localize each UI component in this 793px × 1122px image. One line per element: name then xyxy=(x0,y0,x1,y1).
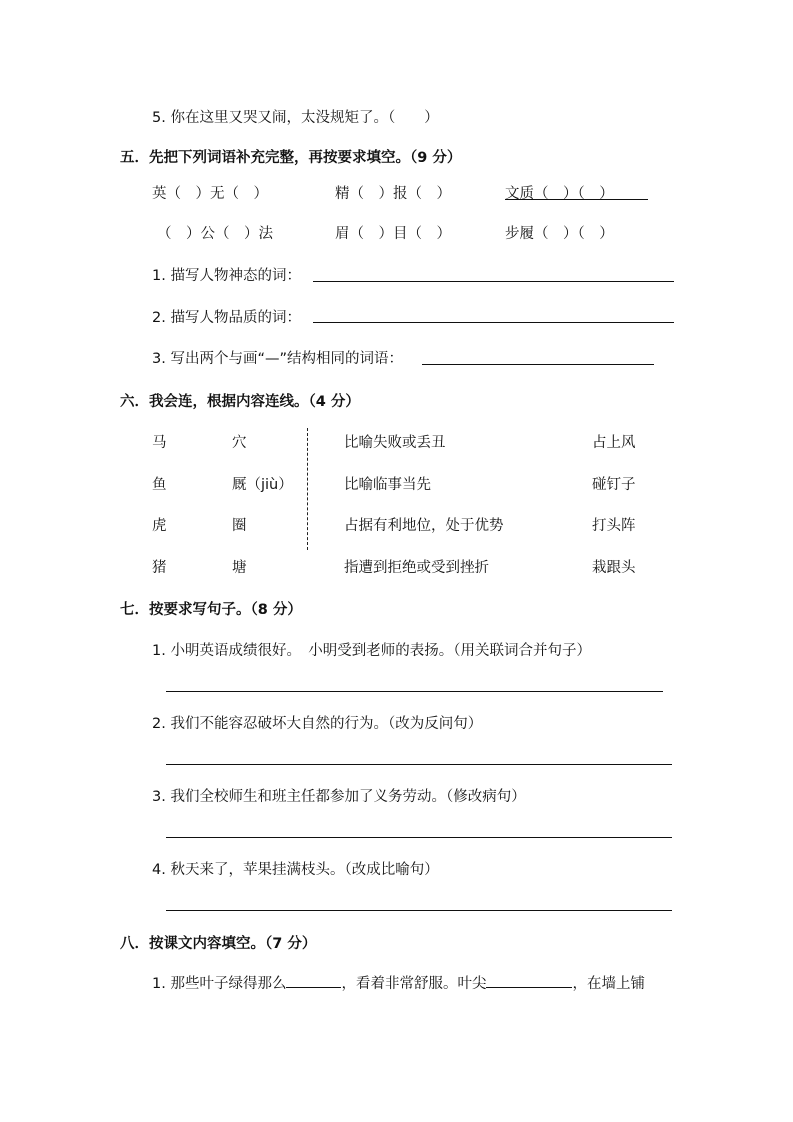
answer-line-q3[interactable] xyxy=(422,364,654,365)
answer-line-s4[interactable] xyxy=(166,910,672,911)
place-2: 厩（jiù） xyxy=(232,477,293,493)
meaning-3: 占据有利地位，处于优势 xyxy=(344,518,504,534)
word-blank-2: 精（ ）报（ ） xyxy=(335,186,451,202)
fill-q2-label: 2. 描写人物品质的词： xyxy=(152,310,301,326)
word-blank-4: （ ）公（ ）法 xyxy=(157,226,273,242)
sentence-task-1: 1. 小明英语成绩很好。 小明受到老师的表扬。（用关联词合并句子） xyxy=(152,643,591,659)
answer-line-s2[interactable] xyxy=(166,764,672,765)
word-blank-1: 英（ ）无（ ） xyxy=(152,186,268,202)
idiom-1: 占上风 xyxy=(592,435,636,451)
underline-marker xyxy=(505,199,648,200)
place-3: 圈 xyxy=(232,518,247,534)
dashed-divider xyxy=(307,428,308,550)
fill-q1-label: 1. 描写人物神态的词： xyxy=(152,268,301,284)
animal-4: 猪 xyxy=(152,560,167,576)
word-blank-6: 步履（ ）（ ） xyxy=(505,226,614,242)
animal-3: 虎 xyxy=(152,518,167,534)
idiom-3: 打头阵 xyxy=(592,518,636,534)
place-4: 塘 xyxy=(232,560,247,576)
word-blank-5: 眉（ ）目（ ） xyxy=(335,226,451,242)
meaning-1: 比喻失败或丢丑 xyxy=(344,435,446,451)
section-5-title: 五．先把下列词语补充完整，再按要求填空。（9 分） xyxy=(120,150,462,166)
sentence-task-2: 2. 我们不能容忍破坏大自然的行为。（改为反问句） xyxy=(152,716,483,732)
word-blank-3: 文质（ ）（ ） xyxy=(505,186,614,202)
idiom-2: 碰钉子 xyxy=(592,477,636,493)
sentence-task-4: 4. 秋天来了，苹果挂满枝头。（改成比喻句） xyxy=(152,862,439,878)
section-7-title: 七．按要求写句子。（8 分） xyxy=(120,602,302,618)
blank-1[interactable] xyxy=(286,973,341,988)
fill-q3-label: 3. 写出两个与画“—”结构相同的词语： xyxy=(152,351,403,367)
meaning-4: 指遭到拒绝或受到挫折 xyxy=(344,560,489,576)
animal-1: 马 xyxy=(152,435,167,451)
text-fill-part1: 1. 那些叶子绿得那么 xyxy=(152,976,287,992)
meaning-2: 比喻临事当先 xyxy=(344,477,431,493)
answer-line-s3[interactable] xyxy=(166,837,672,838)
blank-2[interactable] xyxy=(486,973,572,988)
text-fill-part2: ，看着非常舒服。叶尖 xyxy=(341,976,487,992)
section-6-title: 六．我会连，根据内容连线。（4 分） xyxy=(120,394,360,410)
question-5: 5. 你在这里又哭又闹，太没规矩了。（ ） xyxy=(152,110,439,126)
section-8-title: 八．按课文内容填空。（7 分） xyxy=(120,936,317,952)
text-fill-q1 xyxy=(152,972,645,993)
idiom-4: 栽跟头 xyxy=(592,560,636,576)
sentence-task-3: 3. 我们全校师生和班主任都参加了义务劳动。（修改病句） xyxy=(152,789,526,805)
text-fill-part3: ，在墙上铺 xyxy=(572,976,645,992)
answer-line-s1[interactable] xyxy=(166,691,663,692)
place-1: 穴 xyxy=(232,435,247,451)
answer-line-q1[interactable] xyxy=(313,281,674,282)
answer-line-q2[interactable] xyxy=(313,322,674,323)
animal-2: 鱼 xyxy=(152,477,167,493)
